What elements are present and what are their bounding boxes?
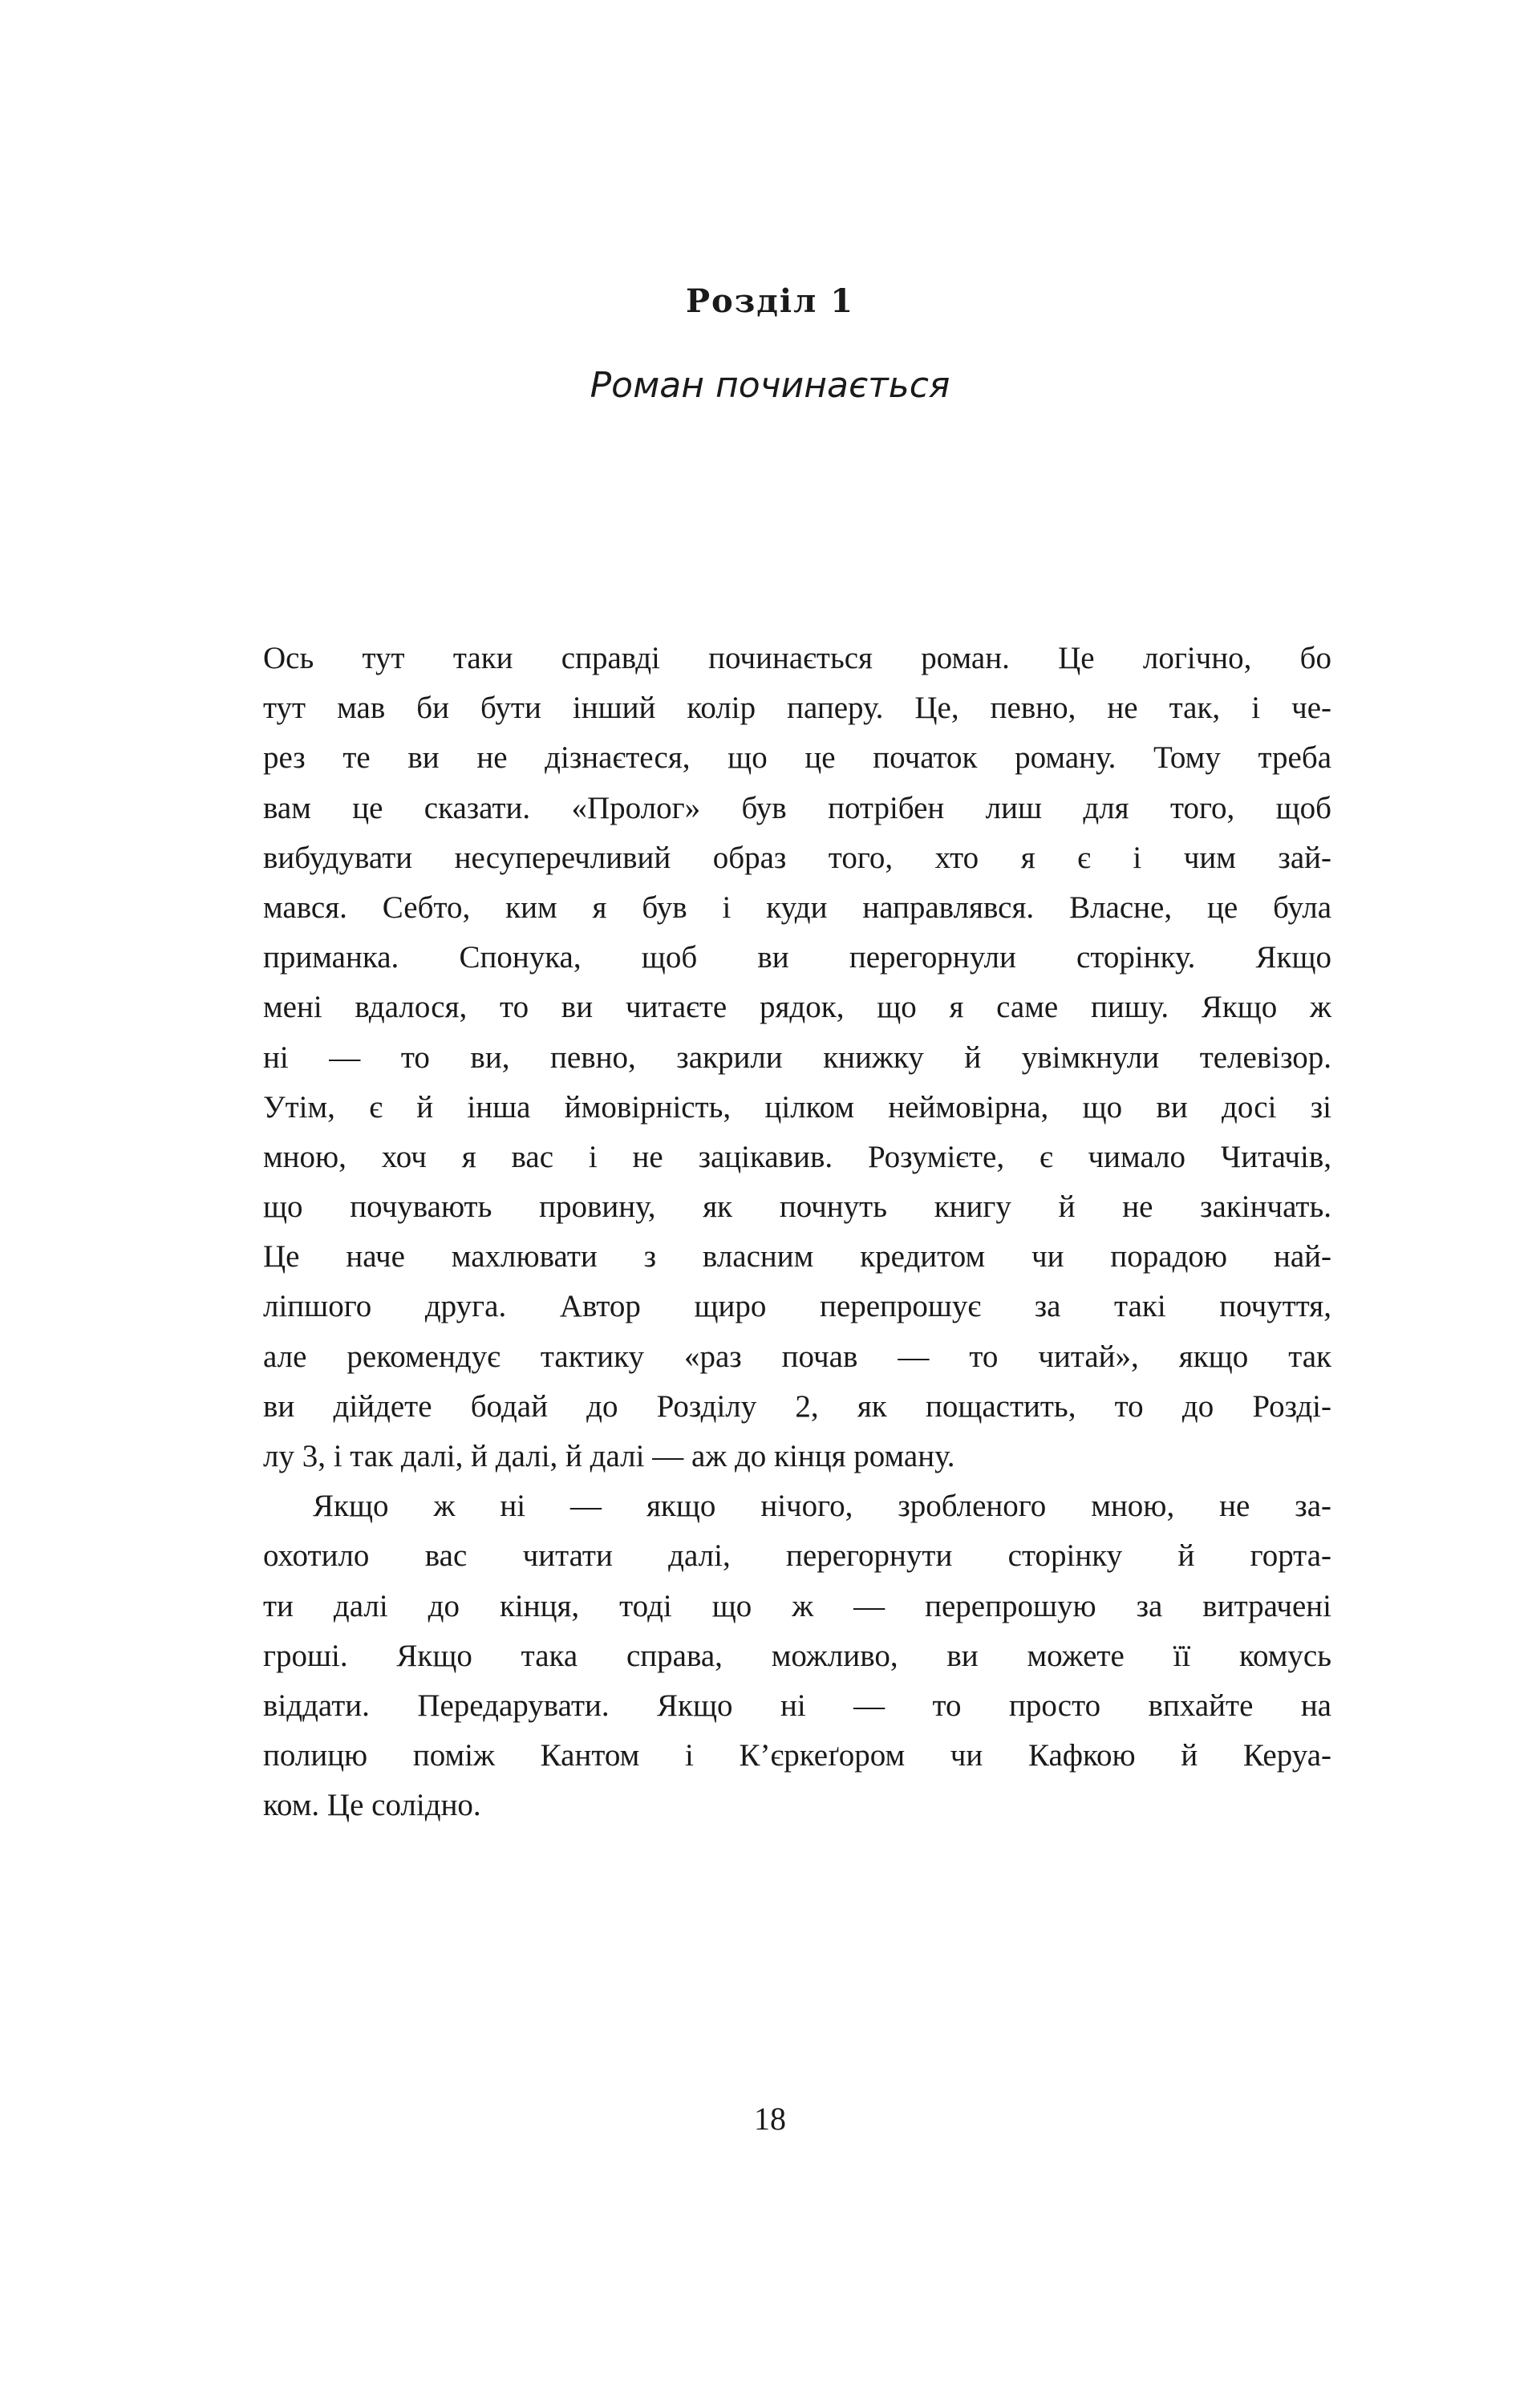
text-line: мною, хоч я вас і не зацікавив. Розумієте, є чимало Читачів, bbox=[263, 1139, 1331, 1174]
chapter-number: Розділ 1 bbox=[685, 282, 855, 320]
text-line: Це наче махлювати з власним кредитом чи порадою най- bbox=[263, 1239, 1331, 1275]
body-text bbox=[263, 634, 1331, 1831]
text-line: тут мав би бути інший колір паперу. Це, певно, не так, і че- bbox=[263, 691, 1331, 726]
text-line: рез те ви не дізнаєтеся, що це початок роману. Тому треба bbox=[263, 740, 1331, 776]
text-line: мався. Себто, ким я був і куди направлявся. Власне, це була bbox=[263, 890, 1331, 925]
text-line: віддати. Передарувати. Якщо ні — то просто впхайте на bbox=[263, 1688, 1331, 1723]
chapter-title: Роман починається bbox=[590, 365, 950, 406]
paragraph bbox=[263, 634, 1331, 1481]
paragraph bbox=[263, 1481, 1331, 1830]
text-line: що почувають провину, як почнуть книгу й не закінчать. bbox=[263, 1189, 1331, 1225]
text-line: полицю поміж Кантом і К’єркеґором чи Кафкою й Керуа- bbox=[263, 1738, 1331, 1773]
text-line: Якщо ж ні — якщо нічого, зробленого мною, не за- bbox=[313, 1489, 1331, 1524]
text-line: приманка. Спонука, щоб ви перегорнули сторінку. Якщо bbox=[263, 940, 1331, 975]
text-line: вам це сказати. «Пролог» був потрібен лиш для того, щоб bbox=[263, 790, 1331, 825]
page-number: 18 bbox=[754, 2101, 786, 2137]
text-line: Ось тут таки справді починається роман. Це логічно, бо bbox=[263, 641, 1331, 675]
text-line: вибудувати несуперечливий образ того, хто я є і чим зай- bbox=[263, 840, 1331, 875]
text-line: охотило вас читати далі, перегорнути сторінку й горта- bbox=[263, 1538, 1331, 1574]
text-line: мені вдалося, то ви читаєте рядок, що я саме пишу. Якщо ж bbox=[263, 990, 1331, 1025]
text-line: ком. Це солідно. bbox=[263, 1788, 481, 1823]
text-line: гроші. Якщо така справа, можливо, ви можете її комусь bbox=[263, 1638, 1331, 1673]
text-line: ні — то ви, певно, закрили книжку й увімкнули телевізор. bbox=[263, 1040, 1331, 1075]
text-line: ви дійдете бодай до Розділу 2, як пощастить, то до Розді- bbox=[263, 1388, 1331, 1424]
text-line: Утім, є й інша ймовірність, цілком неймовірна, що ви досі зі bbox=[263, 1089, 1331, 1125]
text-line: ліпшого друга. Автор щиро перепрошує за такі почуття, bbox=[263, 1289, 1331, 1324]
text-line: але рекомендує тактику «раз почав — то читай», якщо так bbox=[263, 1339, 1331, 1374]
text-line: лу 3, і так далі, й далі, й далі — аж до кінця роману. bbox=[263, 1439, 955, 1473]
text-line: ти далі до кінця, тоді що ж — перепрошую за витрачені bbox=[263, 1588, 1331, 1623]
